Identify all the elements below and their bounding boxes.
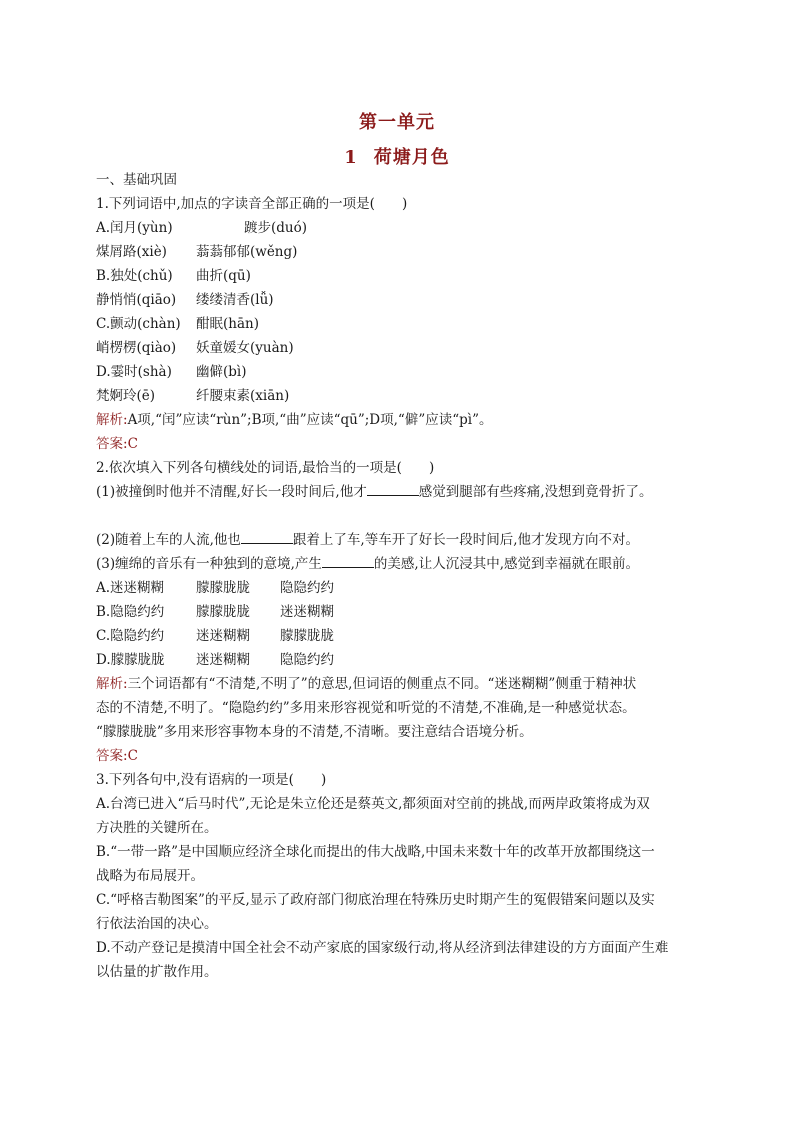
option-word: 隐隐约约 bbox=[280, 652, 334, 668]
q2-option bbox=[96, 648, 696, 672]
sentence-text: (2)随着上车的人流,他也 bbox=[96, 532, 241, 548]
q1-item: 煤屑路(xiè) bbox=[96, 244, 167, 260]
q1-item: 缕缕清香(lǚ) bbox=[196, 292, 274, 308]
fill-blank bbox=[367, 481, 419, 496]
q1-row bbox=[96, 336, 696, 360]
sentence-text: (3)缠绵的音乐有一种独到的意境,产生 bbox=[96, 556, 322, 572]
option-word: 隐隐约约 bbox=[280, 580, 334, 596]
lesson-number: 1 bbox=[344, 147, 358, 168]
q1-analysis bbox=[96, 408, 696, 432]
q2-analysis bbox=[96, 672, 696, 696]
option-word: 朦朦胧胧 bbox=[196, 580, 250, 596]
answer-label: 答案: bbox=[96, 436, 128, 452]
q3-stem: 3.下列各句中,没有语病的一项是( ) bbox=[96, 772, 327, 788]
q1-row bbox=[96, 240, 696, 264]
answer-label: 答案: bbox=[96, 748, 128, 764]
q1-stem: 1.下列词语中,加点的字读音全部正确的一项是( ) bbox=[96, 196, 408, 212]
analysis-text: A项,“闰”应读“rùn”;B项,“曲”应读“qū”;D项,“僻”应读“pì”。 bbox=[127, 412, 493, 428]
q1-item: 梵婀玲(ē) bbox=[96, 388, 156, 404]
sentence-text: 感觉到腿部有些疼痛,没想到竟骨折了。 bbox=[418, 484, 653, 500]
q1-item: D.霎时(shà) bbox=[96, 364, 172, 380]
q1-item: A.闰月(yùn) bbox=[96, 220, 173, 236]
analysis-label: 解析: bbox=[96, 412, 128, 428]
q2-analysis-cont: 态的不清楚,不明了。“隐隐约约”多用来形容视觉和听觉的不清楚,不准确,是一种感觉状态。 bbox=[96, 700, 636, 716]
answer-value: C bbox=[127, 748, 138, 764]
q3-option-d-cont: 以估量的扩散作用。 bbox=[96, 964, 218, 980]
lesson-name: 荷塘月色 bbox=[373, 147, 450, 168]
analysis-label: 解析: bbox=[96, 676, 128, 692]
q2-sentence-3 bbox=[96, 552, 696, 576]
q2-sentence-2 bbox=[96, 528, 696, 552]
option-word: A.迷迷糊糊 bbox=[96, 580, 165, 596]
q3-option-b: B.“一带一路”是中国顺应经济全球化而提出的伟大战略,中国未来数十年的改革开放都围绕这一 bbox=[96, 844, 655, 860]
q1-row bbox=[96, 360, 696, 384]
option-word: 朦朦胧胧 bbox=[196, 604, 250, 620]
option-word: D.朦朦胧胧 bbox=[96, 652, 165, 668]
exercise-content bbox=[96, 168, 696, 984]
q3-option-b-cont: 战略为布局展开。 bbox=[96, 868, 204, 884]
q2-sentence-1 bbox=[96, 480, 696, 504]
q1-row bbox=[96, 384, 696, 408]
q3-option-a-cont: 方决胜的关键所在。 bbox=[96, 820, 218, 836]
q2-stem: 2.依次填入下列各句横线处的词语,最恰当的一项是( ) bbox=[96, 460, 435, 476]
q1-item: 蓊蓊郁郁(wěng) bbox=[196, 244, 298, 260]
q2-analysis-cont: “朦朦胧胧”多用来形容事物本身的不清楚,不清晰。要注意结合语境分析。 bbox=[96, 724, 533, 740]
q2-option bbox=[96, 600, 696, 624]
option-word: C.隐隐约约 bbox=[96, 628, 165, 644]
q1-row bbox=[96, 264, 696, 288]
section-title: 一、基础巩固 bbox=[96, 172, 177, 188]
option-word: B.隐隐约约 bbox=[96, 604, 165, 620]
q3-option-a: A.台湾已进入“后马时代”,无论是朱立伦还是蔡英文,都须面对空前的挑战,而两岸政策将成为双 bbox=[96, 796, 650, 812]
q1-item: B.独处(chǔ) bbox=[96, 268, 173, 284]
unit-title: 第一单元 bbox=[359, 112, 435, 133]
spacer bbox=[96, 504, 696, 528]
sentence-text: 跟着上了车,等车开了好长一段时间后,他才发现方向不对。 bbox=[292, 532, 640, 548]
q1-item: 酣眠(hān) bbox=[196, 316, 259, 332]
q1-item: 曲折(qū) bbox=[196, 268, 251, 284]
q1-item: 妖童媛女(yuàn) bbox=[196, 340, 294, 356]
q1-item: 踱步(duó) bbox=[244, 220, 307, 236]
q2-option bbox=[96, 624, 696, 648]
q1-item: 峭楞楞(qiào) bbox=[96, 340, 177, 356]
option-word: 迷迷糊糊 bbox=[196, 652, 250, 668]
fill-blank bbox=[241, 529, 293, 544]
q1-row bbox=[96, 288, 696, 312]
q1-answer bbox=[96, 432, 696, 456]
option-word: 迷迷糊糊 bbox=[196, 628, 250, 644]
q1-item: 静悄悄(qiāo) bbox=[96, 292, 177, 308]
q3-option-d: D.不动产登记是摸清中国全社会不动产家底的国家级行动,将从经济到法律建设的方方面面产生难 bbox=[96, 940, 669, 956]
q1-row bbox=[96, 216, 696, 240]
sentence-text: 的美感,让人沉浸其中,感觉到幸福就在眼前。 bbox=[373, 556, 640, 572]
analysis-text: 三个词语都有“不清楚,不明了”的意思,但词语的侧重点不同。“迷迷糊糊”侧重于精神状 bbox=[127, 676, 637, 692]
fill-blank bbox=[322, 553, 374, 568]
q3-option-c-cont: 行依法治国的决心。 bbox=[96, 916, 218, 932]
option-word: 朦朦胧胧 bbox=[280, 628, 334, 644]
q1-item: 幽僻(bì) bbox=[196, 364, 247, 380]
lesson-title bbox=[0, 143, 794, 169]
sentence-text: (1)被撞倒时他并不清醒,好长一段时间后,他才 bbox=[96, 484, 367, 500]
q2-option bbox=[96, 576, 696, 600]
q1-item: C.颤动(chàn) bbox=[96, 316, 181, 332]
q1-item: 纤腰束素(xiān) bbox=[196, 388, 290, 404]
option-word: 迷迷糊糊 bbox=[280, 604, 334, 620]
q1-row bbox=[96, 312, 696, 336]
q2-answer bbox=[96, 744, 696, 768]
q3-option-c: C.“呼格吉勒图案”的平反,显示了政府部门彻底治理在特殊历史时期产生的冤假错案问题以及实 bbox=[96, 892, 655, 908]
answer-value: C bbox=[127, 436, 138, 452]
